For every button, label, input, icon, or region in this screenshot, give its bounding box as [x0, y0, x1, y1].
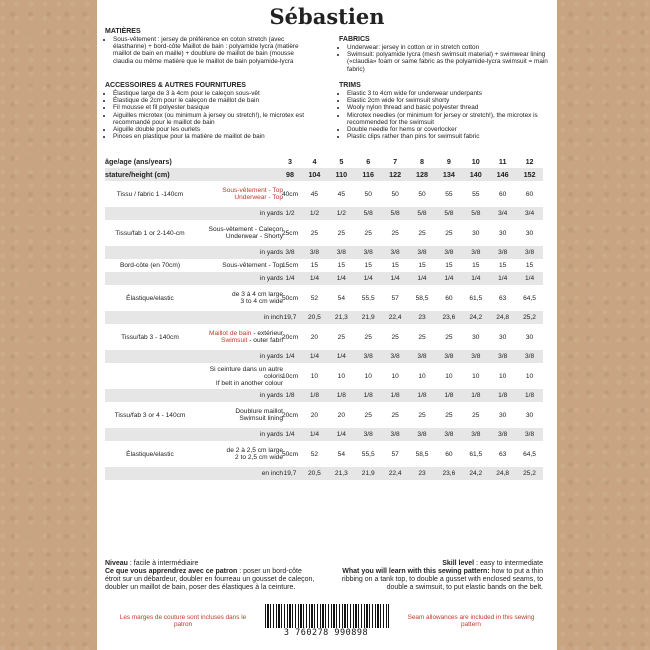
row-value: 1/4	[417, 275, 427, 282]
row-value: 3/8	[390, 431, 400, 438]
row-value: 10	[499, 372, 507, 380]
row-description: Doublure maillot Swimsuit lining	[235, 408, 283, 422]
row-value: 15	[499, 262, 507, 269]
row-description: Sous-vêtement - Top Underwear - Top	[222, 187, 283, 201]
row-value: 15	[364, 262, 372, 269]
row-value: 10	[391, 372, 399, 380]
row-value: 52	[310, 294, 319, 302]
table-row	[105, 389, 543, 402]
row-value: 24,8	[496, 470, 510, 477]
row-value: 1/4	[524, 275, 535, 282]
list-item: • Swimsuit: polyamide lycra (mesh swimsuit material) + swimwear lining («claudia» foam or same fabric as the polyamide-lycra swimsuit = main fabric)	[347, 51, 549, 73]
age-value: 7	[393, 157, 398, 166]
row-value: 58,5	[415, 450, 429, 458]
row-values	[301, 314, 543, 321]
list-item: • Aiguille double pour les ourlets	[113, 126, 319, 133]
row-fabric-label: Tissu/fab 1 or 2-140-cm	[115, 229, 185, 237]
row-value: 23,6	[442, 470, 456, 477]
materials-fr-list	[105, 36, 313, 65]
row-description: in yards	[259, 392, 283, 399]
materials-fr	[105, 28, 313, 65]
row-fabric-label: Bord-côte (en 70cm)	[119, 262, 181, 269]
materials-en-list	[339, 44, 549, 73]
table-row	[105, 363, 543, 389]
age-value: 10	[471, 157, 480, 166]
row-value: 21,3	[334, 470, 348, 477]
height-value: 122	[389, 170, 402, 179]
row-value: 45	[337, 190, 345, 198]
row-value: 10	[525, 372, 534, 380]
row-fabric-label: Élastique/elastic	[126, 450, 174, 458]
row-value: 3/8	[498, 431, 508, 438]
row-value: 30	[472, 333, 480, 341]
table-row	[105, 402, 543, 428]
accessories-fr-list	[105, 90, 319, 140]
row-value: 25	[472, 411, 480, 419]
list-item: • Microtex needles (or minimum for jersey or stretch!), the microtex is recommended for the swimsuit	[347, 112, 549, 126]
row-values	[301, 249, 543, 256]
row-value: 10	[337, 372, 345, 380]
row-value: 10	[472, 372, 480, 380]
row-value: 15	[310, 262, 319, 269]
table-row	[105, 311, 543, 324]
height-value: 128	[416, 170, 428, 179]
row-value: 20cm	[281, 333, 299, 341]
age-label: âge/age (ans/years)	[105, 157, 172, 166]
row-value: 3/8	[363, 353, 373, 360]
row-value: 1/8	[336, 392, 346, 399]
row-value: 25	[391, 411, 399, 419]
row-values	[301, 353, 543, 360]
table-row	[105, 246, 543, 259]
table-row	[105, 467, 543, 480]
row-value: 60	[445, 294, 453, 302]
row-description: in yards	[259, 353, 283, 360]
row-value: 3/8	[444, 431, 454, 438]
row-value: 3/8	[285, 249, 295, 256]
list-item: • Elastic 3 to 4cm wide for underwear underpants	[347, 90, 549, 97]
row-value: 1/8	[309, 392, 320, 399]
row-values	[301, 451, 543, 458]
row-value: 19,7	[283, 314, 297, 321]
pattern-envelope-sheet	[97, 0, 557, 650]
list-item: • Élastique large de 3 à 4cm pour le caleçon sous-vêt	[113, 90, 319, 97]
list-item: • Double needle for hems or coverlocker	[347, 126, 549, 133]
skill-level-en: Skill level : easy to intermediate	[442, 560, 543, 567]
list-item: • Pinces en plastique pour la matière de maillot de bain	[113, 133, 319, 140]
row-value: 60	[445, 450, 453, 458]
age-value: 12	[525, 157, 534, 166]
list-item: • Elastic 2cm wide for swimsuit shorty	[347, 97, 549, 104]
age-value: 6	[366, 157, 371, 166]
row-value: 50	[364, 190, 372, 198]
row-value: 1/4	[444, 275, 454, 282]
row-value: 30	[525, 229, 534, 237]
row-value: 3/8	[363, 249, 373, 256]
table-body	[105, 181, 543, 480]
row-value: 3/8	[390, 249, 400, 256]
row-value: 5/8	[363, 210, 373, 217]
row-value: 54	[337, 294, 345, 302]
accessories-en-list	[339, 90, 549, 140]
row-value: 1/8	[471, 392, 481, 399]
row-values	[301, 275, 543, 282]
row-value: 20cm	[281, 411, 299, 419]
row-value: 3/8	[524, 431, 535, 438]
row-value: 25	[445, 333, 453, 341]
height-value: 98	[286, 170, 294, 179]
list-item: • Aiguilles microtex (ou minimum à jersey ou stretch!), le microtex est recommandé pour le maillot de bain	[113, 112, 319, 126]
row-value: 5/8	[471, 210, 481, 217]
row-value: 10	[310, 372, 319, 380]
row-values	[301, 210, 543, 217]
row-value: 1/8	[390, 392, 400, 399]
materials-en	[339, 36, 549, 73]
row-value: 3/8	[524, 249, 535, 256]
row-value: 23	[418, 470, 426, 477]
table-row	[105, 181, 543, 207]
seam-allowance-fr: Les marges de couture sont incluses dans le patron	[119, 614, 247, 629]
row-values	[301, 373, 543, 380]
row-value: 63	[499, 450, 507, 458]
row-value: 21,9	[361, 470, 375, 477]
row-value: 1/4	[336, 353, 346, 360]
row-value: 1/2	[336, 210, 346, 217]
age-value: 3	[288, 157, 292, 166]
row-value: 25	[364, 333, 372, 341]
row-value: 19,7	[283, 470, 297, 477]
height-value: 146	[496, 170, 509, 179]
row-value: 25	[418, 229, 426, 237]
age-row	[105, 155, 543, 168]
row-value: 58,5	[415, 294, 429, 302]
row-values	[301, 431, 543, 438]
row-value: 40cm	[281, 190, 299, 198]
row-fabric-label: Tissu / fabric 1 -140cm	[116, 190, 184, 198]
row-value: 1/4	[336, 275, 346, 282]
row-value: 1/8	[498, 392, 508, 399]
row-value: 25cm	[281, 229, 299, 237]
level-en	[337, 560, 543, 592]
level-fr	[105, 560, 319, 592]
row-value: 1/4	[309, 431, 320, 438]
row-value: 1/4	[363, 275, 373, 282]
row-value: 55,5	[361, 294, 375, 302]
row-value: 57	[391, 450, 399, 458]
row-value: 20,5	[308, 314, 321, 321]
barcode-bars	[265, 604, 389, 628]
row-value: 15	[525, 262, 534, 269]
row-value: 25,2	[523, 314, 536, 321]
table-row	[105, 207, 543, 220]
age-value: 11	[498, 157, 507, 166]
learn-en: What you will learn with this sewing pattern: how to put a thin ribbing on a tank top, to double a gusset with enclosed seams, to double a swimsuit, to put elastic bands on the belt.	[341, 568, 543, 591]
row-value: 15	[391, 262, 399, 269]
row-value: 25	[337, 229, 345, 237]
row-value: 20	[310, 333, 319, 341]
row-value: 3/8	[524, 353, 535, 360]
table-row	[105, 428, 543, 441]
row-description: Si ceinture dans un autre coloris If belt in another colour	[209, 365, 283, 387]
row-value: 1/8	[363, 392, 373, 399]
row-value: 1/4	[336, 431, 346, 438]
row-value: 1/8	[444, 392, 454, 399]
accessories-fr-heading: ACCESSOIRES & AUTRES FOURNITURES	[105, 82, 246, 89]
row-description: de 2 à 2,5 cm large 2 to 2,5 cm wide	[226, 447, 283, 461]
row-value: 30	[499, 229, 507, 237]
row-value: 30	[525, 333, 534, 341]
row-value: 52	[310, 450, 319, 458]
skill-level-fr: Niveau : facile à intermédiaire	[105, 560, 199, 567]
row-value: 3/8	[417, 431, 427, 438]
row-value: 15	[337, 262, 345, 269]
height-value: 110	[335, 170, 348, 179]
height-value: 116	[362, 170, 375, 179]
row-value: 1/8	[524, 392, 535, 399]
row-value: 50	[418, 190, 426, 198]
row-value: 64,5	[523, 294, 536, 302]
row-description: de 3 à 4 cm large 3 to 4 cm wide	[232, 291, 283, 305]
row-value: 57	[391, 294, 399, 302]
row-value: 1/4	[498, 275, 508, 282]
table-row	[105, 259, 543, 272]
row-value: 50cm	[281, 450, 299, 458]
row-value: 3/8	[417, 249, 427, 256]
seam-allowance-en: Seam allowances are included in this sewing pattern	[407, 614, 535, 629]
row-value: 21,9	[361, 314, 375, 321]
row-value: 30	[499, 411, 507, 419]
row-value: 3/8	[444, 353, 454, 360]
row-value: 3/8	[390, 353, 400, 360]
row-value: 1/4	[471, 275, 481, 282]
row-value: 3/8	[471, 431, 481, 438]
row-value: 25	[310, 229, 319, 237]
list-item: • Élastique de 2cm pour le caleçon de maillot de bain	[113, 97, 319, 104]
age-values	[301, 157, 543, 166]
row-value: 64,5	[523, 450, 536, 458]
row-value: 15	[445, 262, 453, 269]
row-value: 3/8	[471, 249, 481, 256]
row-description: en inch	[261, 470, 283, 477]
row-value: 20	[337, 411, 345, 419]
accessories-fr	[105, 82, 319, 140]
height-value: 152	[523, 170, 536, 179]
row-value: 3/8	[471, 353, 481, 360]
row-value: 30	[499, 333, 507, 341]
row-value: 10cm	[281, 372, 299, 380]
row-description: in inch	[263, 314, 283, 321]
accessories-en	[339, 82, 549, 140]
row-value: 45	[310, 190, 319, 198]
height-row	[105, 168, 543, 181]
row-value: 5/8	[444, 210, 454, 217]
row-description: in yards	[259, 431, 283, 438]
row-values	[301, 262, 543, 269]
row-value: 3/4	[524, 210, 535, 217]
row-value: 22,4	[388, 314, 402, 321]
list-item: • Wooly nylon thread and basic polyester thread	[347, 104, 549, 111]
row-value: 25	[391, 229, 399, 237]
row-value: 5/8	[390, 210, 400, 217]
row-value: 24,2	[469, 314, 483, 321]
row-value: 3/8	[498, 353, 508, 360]
row-values	[301, 334, 543, 341]
row-value: 10	[418, 372, 426, 380]
height-value: 104	[308, 170, 321, 179]
table-row	[105, 272, 543, 285]
row-value: 1/2	[285, 210, 295, 217]
materials-en-heading: FABRICS	[339, 36, 370, 43]
row-value: 1/4	[285, 431, 295, 438]
age-value: 5	[339, 157, 344, 166]
row-value: 55	[445, 190, 453, 198]
row-value: 23,6	[442, 314, 456, 321]
barcode	[255, 604, 397, 638]
row-description: in yards	[259, 275, 283, 282]
row-values	[301, 392, 543, 399]
row-value: 30	[472, 229, 480, 237]
row-value: 22,4	[388, 470, 402, 477]
row-value: 50	[391, 190, 399, 198]
row-values	[301, 295, 543, 302]
row-value: 25	[445, 229, 453, 237]
list-item: • Fil mousse et fil polyester basique	[113, 104, 319, 111]
row-value: 25	[418, 333, 426, 341]
row-fabric-label: Tissu/fab 3 or 4 - 140cm	[114, 411, 186, 419]
row-value: 3/8	[498, 249, 508, 256]
row-value: 15	[472, 262, 480, 269]
row-value: 25	[418, 411, 426, 419]
list-item: • Sous-vêtement : jersey de préférence en coton stretch (avec élasthanne) + bord-côte Maillot de bain : polyamide lycra (matière maillot de bain en maille) + doublure de maillot de bain (mousse claudia ou même matière que le maillot de bain polyamide-lycra	[113, 36, 313, 65]
row-value: 61,5	[469, 294, 483, 302]
row-value: 60	[525, 190, 534, 198]
row-values	[301, 470, 543, 477]
row-value: 5/8	[417, 210, 427, 217]
row-values	[301, 191, 543, 198]
row-value: 3/4	[498, 210, 508, 217]
row-value: 50cm	[281, 294, 299, 302]
row-value: 10	[364, 372, 372, 380]
yardage-table	[105, 155, 543, 480]
pattern-title: Sébastien	[269, 4, 385, 29]
row-values	[301, 412, 543, 419]
row-value: 20	[310, 411, 319, 419]
list-item: • Underwear: jersey in cotton or in stretch cotton	[347, 44, 549, 51]
row-value: 3/8	[336, 249, 346, 256]
row-value: 21,3	[334, 314, 348, 321]
row-values	[301, 230, 543, 237]
row-description: in yards	[259, 210, 283, 217]
row-value: 63	[499, 294, 507, 302]
row-value: 1/8	[417, 392, 427, 399]
height-value: 134	[442, 170, 455, 179]
row-fabric-label: Tissu/fab 3 - 140cm	[121, 333, 179, 341]
list-item: • Plastic clips rather than pins for swimsuit fabric	[347, 133, 549, 140]
row-fabric-label: Élastique/elastic	[126, 294, 174, 302]
row-value: 1/4	[309, 275, 320, 282]
row-description: in yards	[259, 249, 283, 256]
accessories-en-heading: TRIMS	[339, 82, 361, 89]
age-value: 4	[312, 157, 317, 166]
height-label: stature/height (cm)	[105, 170, 170, 179]
row-description: Sous-vêtement - Top	[222, 262, 283, 269]
row-value: 1/4	[285, 353, 295, 360]
row-value: 25	[445, 411, 453, 419]
row-value: 25	[391, 333, 399, 341]
row-value: 3/8	[309, 249, 320, 256]
table-row	[105, 441, 543, 467]
row-value: 25	[364, 411, 372, 419]
row-value: 3/8	[363, 431, 373, 438]
row-value: 10	[445, 372, 453, 380]
table-row	[105, 220, 543, 246]
row-description: Sous-vêtement - Caleçon Underwear - Shorty	[208, 226, 283, 240]
row-value: 25	[364, 229, 372, 237]
row-value: 30	[525, 411, 534, 419]
row-value: 1/4	[309, 353, 320, 360]
row-value: 3/8	[417, 353, 427, 360]
barcode-number: 3 760278 990898	[283, 628, 369, 638]
table-row	[105, 350, 543, 363]
row-value: 23	[418, 314, 426, 321]
row-value: 15cm	[281, 262, 299, 269]
row-value: 1/2	[309, 210, 320, 217]
row-value: 54	[337, 450, 345, 458]
row-value: 61,5	[469, 450, 483, 458]
table-row	[105, 324, 543, 350]
row-value: 3/8	[444, 249, 454, 256]
row-value: 60	[499, 190, 507, 198]
row-value: 55,5	[361, 450, 375, 458]
row-value: 24,2	[469, 470, 483, 477]
materials-fr-heading: MATIÈRES	[105, 28, 141, 35]
row-value: 24,8	[496, 314, 510, 321]
row-value: 25	[337, 333, 345, 341]
age-value: 9	[446, 157, 451, 166]
row-description: Maillot de bain - extérieur Swimsuit - outer fabri	[208, 330, 283, 344]
row-value: 1/4	[285, 275, 295, 282]
row-value: 20,5	[308, 470, 321, 477]
learn-fr: Ce que vous apprendrez avec ce patron : poser un bord-côte étroit sur un débardeur, doubler en fourreau un gousset de caleçon, doubler un maillot de bain, poser des élastiques à la ceinture.	[105, 568, 315, 591]
row-value: 25,2	[523, 470, 536, 477]
height-value: 140	[469, 170, 482, 179]
age-value: 8	[420, 157, 424, 166]
row-value: 55	[472, 190, 480, 198]
row-value: 1/4	[390, 275, 400, 282]
row-value: 1/8	[285, 392, 295, 399]
height-values	[301, 170, 543, 179]
table-row	[105, 285, 543, 311]
row-value: 15	[418, 262, 426, 269]
